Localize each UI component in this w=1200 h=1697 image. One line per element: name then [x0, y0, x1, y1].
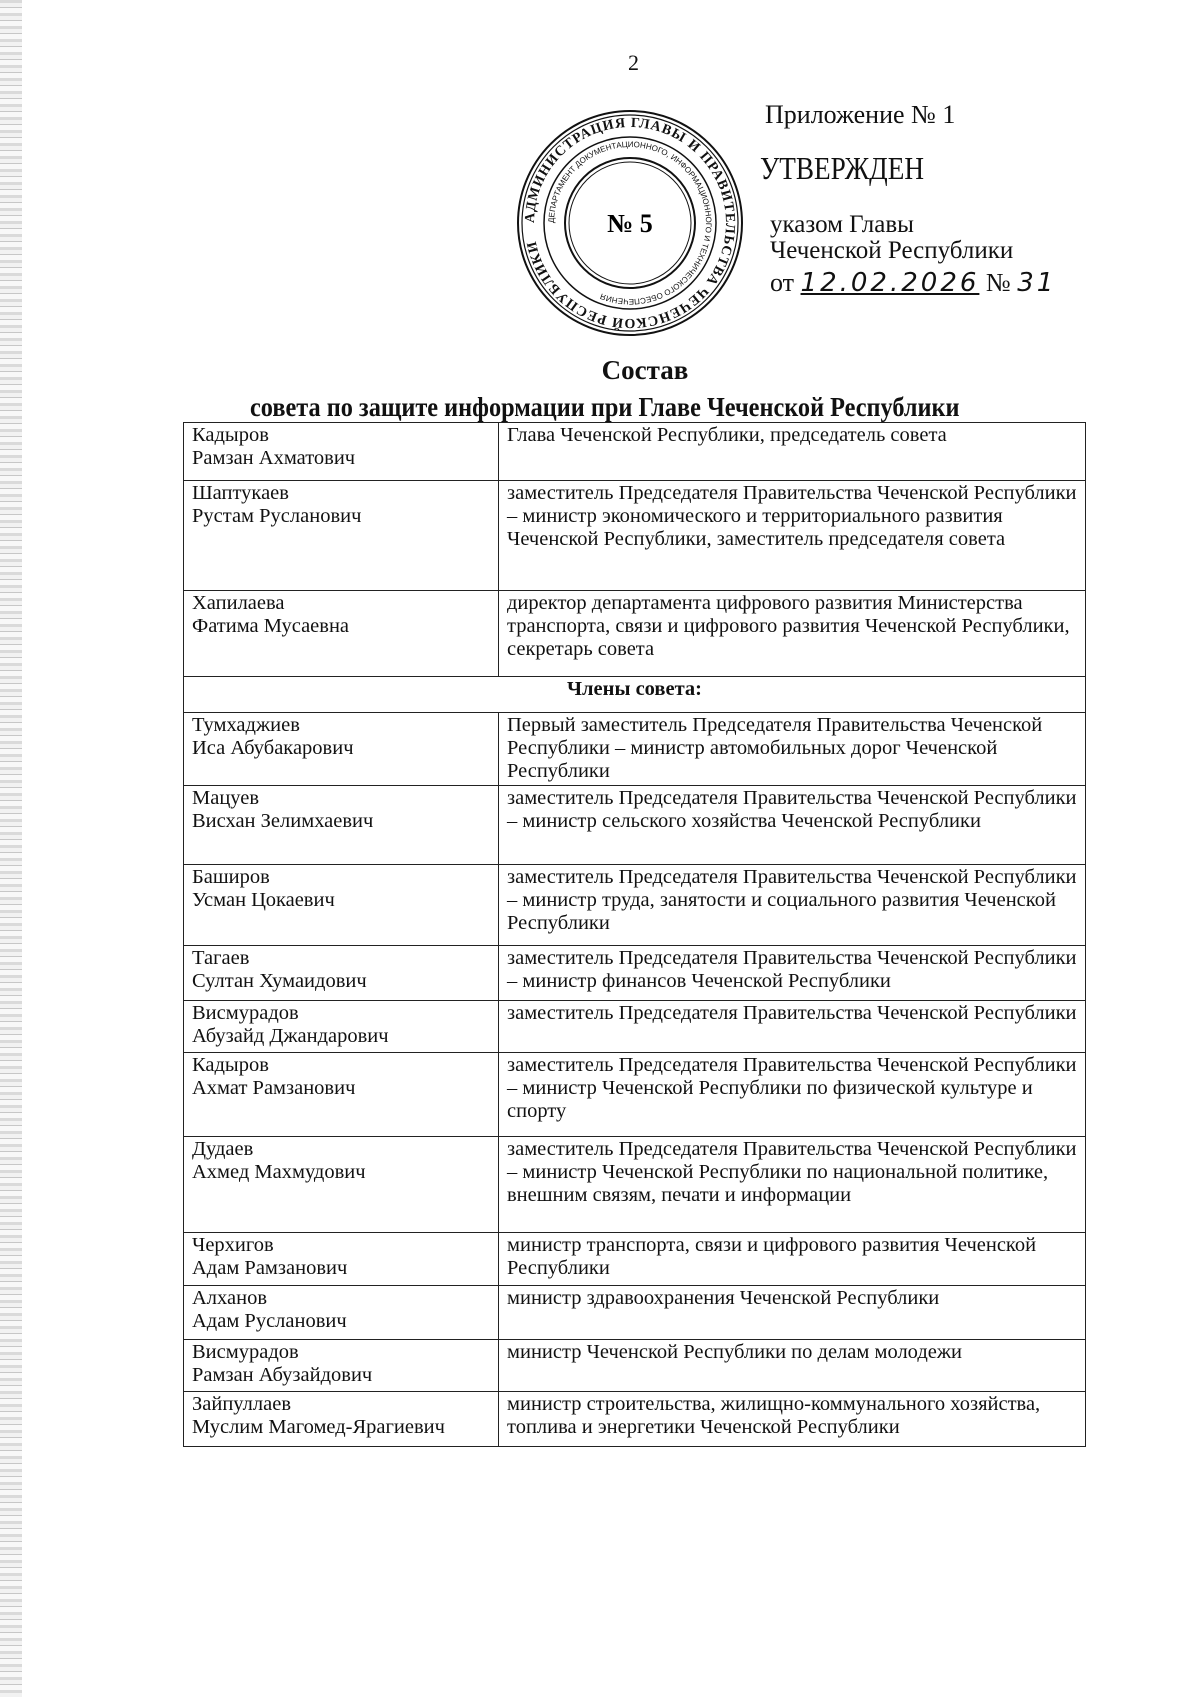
member-surname: Зайпуллаев	[192, 1393, 291, 1415]
member-row	[184, 1001, 1086, 1053]
member-surname: Хапилаева	[192, 592, 285, 614]
decree-line-1: указом Главы	[770, 211, 914, 238]
member-role-cell: Глава Чеченской Республики, председатель совета	[499, 423, 1086, 481]
member-given-name: Усман Цокаевич	[192, 889, 335, 911]
council-composition-table	[183, 422, 1086, 1447]
member-given-name: Ахмат Рамзанович	[192, 1077, 356, 1099]
member-name-cell	[184, 1392, 499, 1447]
member-name-cell	[184, 713, 499, 786]
handwritten-number: 31	[1017, 268, 1057, 298]
member-row	[184, 481, 1086, 591]
decree-reference	[770, 212, 1013, 264]
member-surname: Шаптукаев	[192, 482, 289, 504]
seal-inner-text: ДЕПАРТАМЕНТ ДОКУМЕНТАЦИОННОГО, ИНФОРМАЦИОННОГО И ТЕХНИЧЕСКОГО ОБЕСПЕЧЕНИЯ	[546, 139, 714, 307]
member-name-cell	[184, 591, 499, 677]
member-row	[184, 713, 1086, 786]
member-role-cell: директор департамента цифрового развития Министерства транспорта, связи и цифрового развития Чеченской Республики, секретарь совета	[499, 591, 1086, 677]
decree-line-2: Чеченской Республики	[770, 237, 1014, 264]
member-name-cell	[184, 1053, 499, 1137]
member-name-cell	[184, 946, 499, 1001]
member-role-cell: заместитель Председателя Правительства Чеченской Республики – министр Чеченской Республики по физической культуре и спорту	[499, 1053, 1086, 1137]
members-heading: Члены совета:	[184, 677, 1086, 713]
members-section-row	[184, 677, 1086, 713]
member-role-cell: заместитель Председателя Правительства Чеченской Республики – министр экономического и территориального развития Чеченской Республики, заместитель председателя совета	[499, 481, 1086, 591]
member-name-cell	[184, 1286, 499, 1340]
member-name-cell	[184, 1001, 499, 1053]
member-surname: Кадыров	[192, 424, 269, 446]
member-role-cell: министр Чеченской Республики по делам молодежи	[499, 1340, 1086, 1392]
member-given-name: Висхан Зелимхаевич	[192, 810, 374, 832]
member-name-cell	[184, 865, 499, 946]
member-surname: Черхигов	[192, 1234, 274, 1256]
member-surname: Кадыров	[192, 1054, 269, 1076]
member-row	[184, 1137, 1086, 1233]
member-surname: Тагаев	[192, 947, 250, 969]
member-role-cell: министр строительства, жилищно-коммунального хозяйства, топлива и энергетики Чеченской Республики	[499, 1392, 1086, 1447]
member-given-name: Адам Рамзанович	[192, 1257, 348, 1279]
member-given-name: Ахмед Махмудович	[192, 1161, 366, 1183]
seal-center-text: № 5	[607, 209, 653, 238]
member-given-name: Фатима Мусаевна	[192, 615, 350, 637]
member-role-cell: заместитель Председателя Правительства Чеченской Республики – министр сельского хозяйства Чеченской Республики	[499, 786, 1086, 865]
number-prefix: №	[985, 268, 1011, 297]
member-given-name: Рамзан Ахматович	[192, 447, 356, 469]
member-given-name: Султан Хумаидович	[192, 970, 367, 992]
member-row	[184, 591, 1086, 677]
member-surname: Баширов	[192, 866, 270, 888]
member-role-cell: министр транспорта, связи и цифрового развития Чеченской Республики	[499, 1233, 1086, 1286]
member-given-name: Рамзан Абузайдович	[192, 1364, 373, 1386]
member-role-cell: заместитель Председателя Правительства Чеченской Республики – министр финансов Чеченской Республики	[499, 946, 1086, 1001]
member-given-name: Рустам Русланович	[192, 505, 362, 527]
date-prefix: от	[770, 268, 795, 297]
document-title: Состав	[601, 355, 689, 385]
member-row	[184, 423, 1086, 481]
member-name-cell	[184, 786, 499, 865]
member-row	[184, 1286, 1086, 1340]
member-row	[184, 946, 1086, 1001]
decree-date-line	[770, 268, 1056, 298]
member-row	[184, 865, 1086, 946]
member-surname: Мацуев	[192, 787, 260, 809]
member-row	[184, 1233, 1086, 1286]
member-surname: Дудаев	[192, 1138, 254, 1160]
member-row	[184, 1340, 1086, 1392]
member-name-cell	[184, 423, 499, 481]
member-name-cell	[184, 1340, 499, 1392]
member-row	[184, 786, 1086, 865]
member-row	[184, 1392, 1086, 1447]
member-role-cell: Первый заместитель Председателя Правительства Чеченской Республики – министр автомобильных дорог Чеченской Республики	[499, 713, 1086, 786]
member-given-name: Иса Абубакарович	[192, 737, 354, 759]
member-given-name: Муслим Магомед-Ярагиевич	[192, 1416, 445, 1438]
page-number: 2	[628, 50, 639, 75]
member-given-name: Адам Русланович	[192, 1310, 347, 1332]
member-given-name: Абузайд Джандарович	[192, 1025, 389, 1047]
member-surname: Висмурадов	[192, 1341, 299, 1363]
member-role-cell: заместитель Председателя Правительства Чеченской Республики – министр Чеченской Республики по национальной политике, внешним связям, печати и информации	[499, 1137, 1086, 1233]
member-row	[184, 1053, 1086, 1137]
member-role-cell: заместитель Председателя Правительства Чеченской Республики	[499, 1001, 1086, 1053]
document-subtitle: совета по защите информации при Главе Чеченской Республики	[250, 392, 960, 422]
member-surname: Висмурадов	[192, 1002, 299, 1024]
handwritten-date: 12.02.2026	[800, 268, 980, 298]
member-name-cell	[184, 1137, 499, 1233]
approved-label: УТВЕРЖДЕН	[760, 150, 924, 186]
member-role-cell: министр здравоохранения Чеченской Республики	[499, 1286, 1086, 1340]
member-surname: Тумхаджиев	[192, 714, 300, 736]
member-name-cell	[184, 1233, 499, 1286]
member-surname: Алханов	[192, 1287, 268, 1309]
scan-edge	[0, 0, 22, 1697]
member-name-cell	[184, 481, 499, 591]
seal-outer-text: АДМИНИСТРАЦИЯ ГЛАВЫ И ПРАВИТЕЛЬСТВА ЧЕЧЕНСКОЙ РЕСПУБЛИКИ	[522, 115, 738, 331]
member-role-cell: заместитель Председателя Правительства Чеченской Республики – министр труда, занятости и социального развития Чеченской Республики	[499, 865, 1086, 946]
appendix-label: Приложение № 1	[765, 100, 956, 129]
official-seal-icon	[515, 108, 745, 338]
